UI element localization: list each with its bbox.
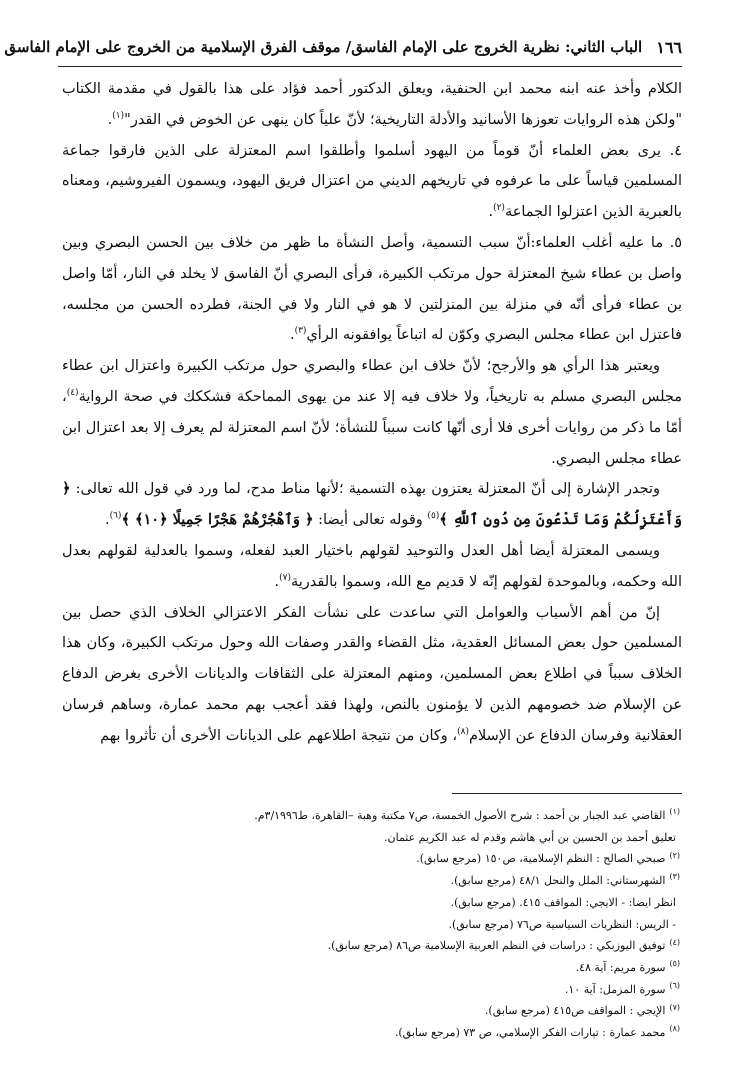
text-line: إنّ من أهم الأسباب والعوامل التي ساعدت على نشأت الفكر الاعتزالي الخلاف الذي حصل بين bbox=[62, 604, 660, 621]
footnote-text: - الريس: النظريات السياسية ص٧٦ (مرجع سابق). bbox=[448, 917, 676, 931]
footnote-item bbox=[80, 805, 680, 827]
footnote-item bbox=[80, 870, 680, 892]
text-line: وتجدر الإشارة إلى أنّ المعتزلة يعتزون بهذه التسمية ؛لأنها مناط مدح، لما ورد في قول الله تعالى: bbox=[75, 481, 661, 498]
text-line: اعتزال ابن عطاء مجلس البصري. bbox=[62, 419, 682, 467]
punctuation: . bbox=[107, 111, 113, 128]
footnote-text: صبحي الصالح : النظم الإسلامية، ص١٥٠ (مرجع سابق). bbox=[416, 852, 666, 866]
footnote-divider bbox=[452, 793, 682, 794]
text-line: عطاء مجلس البصري مسلم به تاريخياً، ولا خلاف فيه إلا عند من يهوى المماحكة فشككك في صحة bbox=[62, 358, 682, 405]
text-line: ، أمّا ما ذكر من روايات أخرى فلا أرى أنّها كانت سبباً للنشأة؛ لأنّ اسم المعتزلة لم يعرف إلا بعد bbox=[62, 388, 682, 436]
text-line: ، وكان من نتيجة اطلاعهم على الديانات الأخرى أن تأثروا بهم bbox=[100, 727, 458, 744]
running-header bbox=[4, 30, 682, 64]
footnote-mark: (١) bbox=[669, 807, 680, 817]
footnote-item bbox=[80, 979, 680, 1001]
text-line: الكلام وأخذ عنه ابنه محمد ابن الحنفية، ويعلق الدكتور أحمد فؤاد على هذا بالقول في مقدمة الكتاب bbox=[62, 81, 682, 97]
punctuation: . bbox=[274, 573, 280, 590]
footnote-mark: (٥) bbox=[669, 959, 680, 969]
footnote-text: انظر ايضا: - الايجي: المواقف ٤١٥. (مرجع سابق). bbox=[450, 895, 676, 909]
text-line: فاعتزل ابن عطاء مجلس البصري وكوّن له اتباعاً يوافقونه الرأي bbox=[306, 327, 682, 344]
text-line: الرواية bbox=[78, 388, 118, 405]
text-line: واصل بن عطاء فرأى أنّه في منزلة بين المنزلتين لا هو في النار ولا في الجنة، فطرده الحسن من مجلسه، bbox=[62, 265, 682, 313]
quran-verse: ﴿ وَأَعْتَزِلُكُمْ وَمَا تَدْعُونَ مِن دُونِ ٱللَّهِ ﴾ bbox=[62, 480, 682, 529]
footnote-text: تعليق أحمد بن الحسين بن أبي هاشم وقدم له عبد الكريم عثمان. bbox=[384, 830, 676, 844]
text-line: الذين اعتزلوا الجماعة bbox=[504, 204, 634, 221]
footnote-ref[interactable]: (٢) bbox=[493, 203, 505, 214]
footnote-mark: (٣) bbox=[669, 872, 680, 882]
quran-verse: ﴿ وَٱهْجُرْهُمْ هَجْرًا جَمِيلًا ﴿١٠﴾ ﴾ bbox=[121, 511, 314, 529]
footnote-mark: (٧) bbox=[669, 1002, 680, 1012]
paragraph-7 bbox=[62, 598, 682, 752]
footnotes bbox=[80, 805, 680, 1044]
punctuation: . bbox=[104, 512, 110, 529]
punctuation: . bbox=[289, 327, 295, 344]
footnote-item bbox=[80, 914, 680, 936]
paragraph-4 bbox=[62, 351, 682, 474]
paragraph-1 bbox=[62, 74, 682, 136]
paragraph-5 bbox=[62, 474, 682, 536]
header-divider bbox=[58, 66, 682, 67]
text-line: ويعتبر هذا الرأي هو والأرجح؛ لأنّ خلاف ابن عطاء والبصري حول مرتكب الكبيرة واعتزال ابن bbox=[99, 358, 660, 375]
footnote-text: الإيجي : المواقف ص٤١٥ (مرجع سابق). bbox=[484, 1004, 666, 1018]
text-line: الله وحكمه، وبالموحدة لقولهم إنّه لا قديم مع الله، وسموا بالقدرية bbox=[290, 573, 682, 590]
footnote-ref[interactable]: (١) bbox=[112, 110, 125, 121]
footnote-item bbox=[80, 1022, 680, 1044]
main-text bbox=[62, 74, 682, 752]
paragraph-2 bbox=[62, 136, 682, 228]
page-number: ١٦٦ bbox=[656, 37, 682, 57]
footnote-ref[interactable]: (٥) bbox=[427, 511, 440, 522]
text-line: العقلانية وفرسان الدفاع عن الإسلام bbox=[468, 727, 682, 744]
footnote-ref[interactable]: (٣) bbox=[294, 326, 307, 337]
text-line: وقوله تعالى أيضا: bbox=[313, 512, 428, 529]
text-line: ويسمى المعتزلة أيضا أهل العدل والتوحيد لقولهم باختيار العبد لفعله، وسموا بالعدلية لقولهم بعدل bbox=[62, 542, 660, 559]
footnote-mark: (٨) bbox=[669, 1024, 680, 1034]
footnote-item bbox=[80, 957, 680, 979]
footnote-item bbox=[80, 827, 680, 849]
footnote-ref[interactable]: (٦) bbox=[109, 511, 122, 522]
footnote-ref[interactable]: (٧) bbox=[279, 572, 291, 583]
footnote-text: القاضي عبد الجبار بن أحمد : شرح الأصول الخمسة، ص٧ مكتبة وهبة –القاهرة، ط٣/١٩٩٦م. bbox=[254, 809, 666, 822]
footnote-text: محمد عمارة : تيارات الفكر الإسلامي، ص ٧٣ (مرجع سابق). bbox=[394, 1026, 666, 1040]
punctuation: . bbox=[488, 204, 494, 221]
paragraph-6 bbox=[62, 536, 682, 598]
footnote-text: توفيق اليوزبكي : دراسات في النظم العربية الإسلامية ص٨٦ (مرجع سابق). bbox=[327, 939, 666, 953]
text-line: ٥. ما عليه أغلب العلماء:أنّ سبب التسمية، وأصل النشأة ما ظهر من خلاف بين الحسن البصري وبين bbox=[62, 234, 682, 251]
text-line: قياساً على ما عرفوه في تاريخهم الديني من اعتزال فريق اليهود، ويسمون الفيروشيم، ومعناه بالعبرية bbox=[62, 173, 682, 221]
footnote-item bbox=[80, 892, 680, 914]
running-title: الباب الثاني: نظرية الخروج على الإمام الفاسق/ موقف الفرق الإسلامية من الخروج على الإمام الفاسق bbox=[4, 38, 643, 56]
footnote-mark: (٦) bbox=[669, 980, 680, 990]
footnote-mark: (٤) bbox=[669, 937, 680, 947]
text-line: "ولكن هذه الروايات تعوزها الأسانيد والأدلة التاريخية؛ لأنّ علياً كان ينهى عن الخوض في القدر" bbox=[124, 111, 682, 128]
footnote-text: سورة المزمل: آية ١٠. bbox=[564, 982, 666, 996]
footnote-mark: (٢) bbox=[669, 850, 680, 860]
text-line: الخلاف سبباً في اطلاع بعض المسلمين، ومنهم المعتزلة على الثقافات والديانات الأخرى بغرض الدفاع bbox=[62, 666, 682, 683]
footnote-text: الشهرستاني: الملل والنحل ٤٨/١ (مرجع سابق). bbox=[450, 874, 666, 888]
text-line: ٤. يرى بعض العلماء أنّ قوماً من اليهود أسلموا وأطلقوا اسم المعتزلة على الذين فارقوا جماعة المسلمين bbox=[62, 142, 682, 190]
footnote-text: سورة مريم: آية ٤٨. bbox=[575, 960, 666, 974]
footnote-item bbox=[80, 848, 680, 870]
footnote-item bbox=[80, 1000, 680, 1022]
footnote-ref[interactable]: (٤) bbox=[66, 388, 79, 399]
text-line: المسلمين حول بعض المسائل العقدية، مثل القضاء والقدر وصفات الله وحول مرتكب الكبيرة، وكان هذا bbox=[62, 635, 682, 652]
footnote-item bbox=[80, 935, 680, 957]
text-line: عن الإسلام ضد خصومهم الذين لا يؤمنون بالنص، ولهذا فقد أعجب بهم محمد عمارة، وساهم فرسان bbox=[62, 696, 682, 713]
footnote-ref[interactable]: (٨) bbox=[457, 726, 469, 737]
paragraph-3 bbox=[62, 228, 682, 351]
text-line: واصل بن عطاء شيخ المعتزلة حول مرتكب الكبيرة، فرأى البصري أنّ الفاسق لا يخلد في النار، أمّا bbox=[101, 265, 682, 282]
